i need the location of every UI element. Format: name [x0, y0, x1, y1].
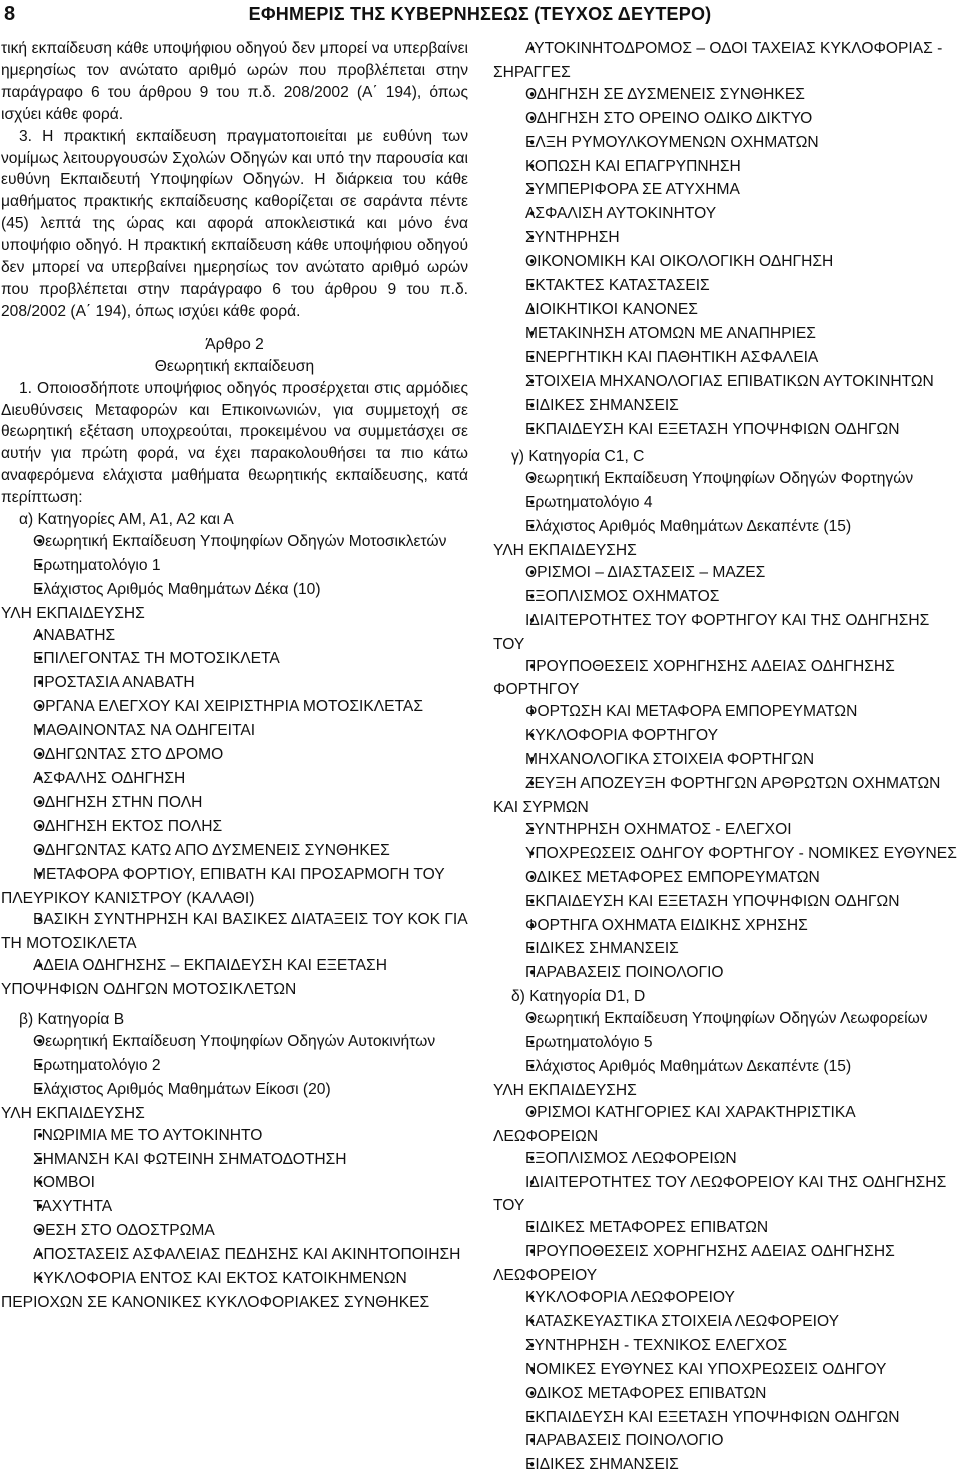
list-item: ● ΚΟΠΩΣΗ ΚΑΙ ΕΠΑΓΡΥΠΝΗΣΗ — [493, 156, 959, 180]
list-item: ● ΙΔΙΑΙΤΕΡΟΤΗΤΕΣ ΤΟΥ ΛΕΩΦΟΡΕΙΟΥ ΚΑΙ ΤΗΣ ΟΔΗΓΗΣΗΣ ΤΟΥ — [493, 1172, 959, 1218]
list-item: ● ΠΑΡΑΒΑΣΕΙΣ ΠΟΙΝΟΛΟΓΙΟ — [493, 962, 959, 986]
list-item: ● ΕΞΟΠΛΙΣΜΟΣ ΟΧΗΜΑΤΟΣ — [493, 586, 959, 610]
list-item: ● ΣΥΝΤΗΡΗΣΗ - ΤΕΧΝΙΚΟΣ ΕΛΕΓΧΟΣ — [493, 1335, 959, 1359]
list-item: ● ΠΡΟΣΤΑΣΙΑ ΑΝΑΒΑΤΗ — [1, 672, 468, 696]
list-item: ● ΚΥΚΛΟΦΟΡΙΑ ΛΕΩΦΟΡΕΙΟΥ — [493, 1287, 959, 1311]
list-item: ● Ερωτηματολόγιο 4 — [493, 492, 959, 516]
list-item: ● ΕΙΔΙΚΕΣ ΜΕΤΑΦΟΡΕΣ ΕΠΙΒΑΤΩΝ — [493, 1217, 959, 1241]
list-item: ● ΚΥΚΛΟΦΟΡΙΑ ΦΟΡΤΗΓΟΥ — [493, 725, 959, 749]
list-item: ● ΟΙΚΟΝΟΜΙΚΗ ΚΑΙ ΟΙΚΟΛΟΓΙΚΗ ΟΔΗΓΗΣΗ — [493, 251, 959, 275]
list-item: ● ΟΔΙΚΟΣ ΜΕΤΑΦΟΡΕΣ ΕΠΙΒΑΤΩΝ — [493, 1383, 959, 1407]
list-item: ● ΑΠΟΣΤΑΣΕΙΣ ΑΣΦΑΛΕΙΑΣ ΠΕΔΗΣΗΣ ΚΑΙ ΑΚΙΝΗΤΟΠΟΙΗΣΗ — [1, 1244, 468, 1268]
list-item: ● ΘΕΣΗ ΣΤΟ ΟΔΟΣΤΡΩΜΑ — [1, 1220, 468, 1244]
list-item: ● Ερωτηματολόγιο 1 — [1, 555, 468, 579]
list-item: ● ΠΡΟΥΠΟΘΕΣΕΙΣ ΧΟΡΗΓΗΣΗΣ ΑΔΕΙΑΣ ΟΔΗΓΗΣΗΣ ΦΟΡΤΗΓΟΥ — [493, 656, 959, 702]
list-item: ● Ελάχιστος Αριθμός Μαθημάτων Δέκα (10) — [1, 579, 468, 603]
list-item: ● Ερωτηματολόγιο 5 — [493, 1032, 959, 1056]
list-item: ● ΥΠΟΧΡΕΩΣΕΙΣ ΟΔΗΓΟΥ ΦΟΡΤΗΓΟΥ - ΝΟΜΙΚΕΣ ΕΥΘΥΝΕΣ — [493, 843, 959, 867]
article-subtitle: Θεωρητική εκπαίδευση — [154, 357, 315, 375]
list-item: ● ΦΟΡΤΗΓΑ ΟΧΗΜΑΤΑ ΕΙΔΙΚΗΣ ΧΡΗΣΗΣ — [493, 915, 959, 939]
list-item: ● ΕΚΤΑΚΤΕΣ ΚΑΤΑΣΤΑΣΕΙΣ — [493, 275, 959, 299]
list-item: ● ΒΑΣΙΚΗ ΣΥΝΤΗΡΗΣΗ ΚΑΙ ΒΑΣΙΚΕΣ ΔΙΑΤΑΞΕΙΣ ΤΟΥ ΚΟΚ ΓΙΑ ΤΗ ΜΟΤΟΣΙΚΛΕΤΑ — [1, 909, 468, 955]
category-heading: δ) Κατηγορία D1, D — [511, 988, 646, 1006]
category-b-items — [1, 1125, 468, 1314]
list-item: ● ΜΕΤΑΦΟΡΑ ΦΟΡΤΙΟΥ, ΕΠΙΒΑΤΗ ΚΑΙ ΠΡΟΣΑΡΜΟΓΗ ΤΟΥ ΠΛΕΥΡΙΚΟΥ ΚΑΝΙΣΤΡΟΥ (ΚΑΛΑΘΙ) — [1, 864, 468, 910]
list-item: ● ΚΥΚΛΟΦΟΡΙΑ ΕΝΤΟΣ ΚΑΙ ΕΚΤΟΣ ΚΑΤΟΙΚΗΜΕΝΩΝ ΠΕΡΙΟΧΩΝ ΣΕ ΚΑΝΟΝΙΚΕΣ ΚΥΚΛΟΦΟΡΙΑΚΕΣ ΣΥΝΘΗΚΕΣ — [1, 1268, 468, 1314]
list-item: ● ΕΚΠΑΙΔΕΥΣΗ ΚΑΙ ΕΞΕΤΑΣΗ ΥΠΟΨΗΦΙΩΝ ΟΔΗΓΩΝ — [493, 1407, 959, 1431]
list-item: ● ΟΡΙΣΜΟΙ – ΔΙΑΣΤΑΣΕΙΣ – ΜΑΖΕΣ — [493, 562, 959, 586]
list-item: ● ΠΑΡΑΒΑΣΕΙΣ ΠΟΙΝΟΛΟΓΙΟ — [493, 1430, 959, 1454]
list-item: ● ΣΥΝΤΗΡΗΣΗ ΟΧΗΜΑΤΟΣ - ΕΛΕΓΧΟΙ — [493, 819, 959, 843]
paragraph-continuation: τική εκπαίδευση κάθε υποψήφιου οδηγού δεν μπορεί να υπερβαίνει ημερησίως τον ανώτατο αριθμό ωρών που προβλέπεται στην παράγραφο 6 του άρθρου 9 του π.δ. 208/2002 (Α΄ 194), όπως ισχύει κάθε φορά. — [1, 40, 468, 123]
page-number: 8 — [4, 3, 16, 25]
list-item: ● ΣΗΜΑΝΣΗ ΚΑΙ ΦΩΤΕΙΝΗ ΣΗΜΑΤΟΔΟΤΗΣΗ — [1, 1149, 468, 1173]
material-label: ΥΛΗ ΕΚΠΑΙΔΕΥΣΗΣ — [493, 1081, 637, 1099]
list-item: ● ΖΕΥΞΗ ΑΠΟΖΕΥΞΗ ΦΟΡΤΗΓΩΝ ΑΡΘΡΩΤΩΝ ΟΧΗΜΑΤΩΝ ΚΑΙ ΣΥΡΜΩΝ — [493, 773, 959, 819]
list-item: ● ΣΤΟΙΧΕΙΑ ΜΗΧΑΝΟΛΟΓΙΑΣ ΕΠΙΒΑΤΙΚΩΝ ΑΥΤΟΚΙΝΗΤΩΝ — [493, 371, 959, 395]
list-item: ● Θεωρητική Εκπαίδευση Υποψηφίων Οδηγών Μοτοσικλετών — [1, 531, 468, 555]
category-heading: α) Κατηγορίες ΑΜ, Α1, Α2 και Α — [19, 511, 234, 529]
list-item: ● ΟΔΗΓΗΣΗ ΣΕ ΔΥΣΜΕΝΕΙΣ ΣΥΝΘΗΚΕΣ — [493, 84, 959, 108]
list-item: ● ΕΙΔΙΚΕΣ ΣΗΜΑΝΣΕΙΣ — [493, 395, 959, 419]
list-item: ● ΟΡΓΑΝΑ ΕΛΕΓΧΟΥ ΚΑΙ ΧΕΙΡΙΣΤΗΡΙΑ ΜΟΤΟΣΙΚΛΕΤΑΣ — [1, 696, 468, 720]
material-label: ΥΛΗ ΕΚΠΑΙΔΕΥΣΗΣ — [1, 604, 145, 622]
list-item: ● ΙΔΙΑΙΤΕΡΟΤΗΤΕΣ ΤΟΥ ΦΟΡΤΗΓΟΥ ΚΑΙ ΤΗΣ ΟΔΗΓΗΣΗΣ ΤΟΥ — [493, 610, 959, 656]
list-item: ● ΟΔΗΓΗΣΗ ΣΤΗΝ ΠΟΛΗ — [1, 792, 468, 816]
list-item: ● ΕΠΙΛΕΓΟΝΤΑΣ ΤΗ ΜΟΤΟΣΙΚΛΕΤΑ — [1, 648, 468, 672]
list-item: ● ΤΑΧΥΤΗΤΑ — [1, 1196, 468, 1220]
list-item: ● ΕΛΞΗ ΡΥΜΟΥΛΚΟΥΜΕΝΩΝ ΟΧΗΜΑΤΩΝ — [493, 132, 959, 156]
page-header — [0, 0, 960, 36]
category-a-section — [1, 509, 468, 1001]
category-b-items-continued — [493, 38, 959, 442]
gazette-title: ΕΦΗΜΕΡΙΣ ΤΗΣ ΚΥΒΕΡΝΗΣΕΩΣ (ΤΕΥΧΟΣ ΔΕΥΤΕΡΟ) — [248, 4, 712, 24]
list-item: ● ΕΞΟΠΛΙΣΜΟΣ ΛΕΩΦΟΡΕΙΩΝ — [493, 1148, 959, 1172]
list-item: ● Θεωρητική Εκπαίδευση Υποψηφίων Οδηγών Φορτηγών — [493, 468, 959, 492]
list-item: ● ΕΝΕΡΓΗΤΙΚΗ ΚΑΙ ΠΑΘΗΤΙΚΗ ΑΣΦΑΛΕΙΑ — [493, 347, 959, 371]
paragraph-3: 3. Η πρακτική εκπαίδευση πραγματοποιείται με ευθύνη των νομίμως λειτουργουσών Σχολών Οδηγών και υπό την παρουσία και ευθύνη Εκπαιδευτή Υποψηφίων Οδηγών. Η διάρκεια του κάθε μαθήματος πρακτικής εκπαίδευσης καθορίζεται σε σαράντα πέντε (45) λεπτά της ώρας και αφορά αποκλειστικά και μόνο ένα υποψήφιο οδηγό. Η πρακτική εκπαίδευση κάθε υποψήφιου οδηγού δεν μπορεί να υπερβαίνει ημερησίως τον ανώτατο αριθμό ωρών που προβλέπεται στην παράγραφο 6 του άρθρου 9 του π.δ. 208/2002 (Α΄ 194), όπως ισχύει κάθε φορά. — [1, 127, 468, 320]
category-b-section — [1, 1009, 468, 1314]
list-item: ● ΚΑΤΑΣΚΕΥΑΣΤΙΚΑ ΣΤΟΙΧΕΙΑ ΛΕΩΦΟΡΕΙΟΥ — [493, 1311, 959, 1335]
category-d-section — [493, 986, 959, 1478]
list-item: ● ΜΕΤΑΚΙΝΗΣΗ ΑΤΟΜΩΝ ΜΕ ΑΝΑΠΗΡΙΕΣ — [493, 323, 959, 347]
list-item: ● ΣΥΝΤΗΡΗΣΗ — [493, 227, 959, 251]
list-item: ● ΝΟΜΙΚΕΣ ΕΥΘΥΝΕΣ ΚΑΙ ΥΠΟΧΡΕΩΣΕΙΣ ΟΔΗΓΟΥ — [493, 1359, 959, 1383]
category-c-section — [493, 446, 959, 986]
article-title: Άρθρο 2 — [205, 335, 264, 353]
paragraph-1: 1. Οποιοσδήποτε υποψήφιος οδηγός προσέρχεται στις αρμόδιες Διευθύνσεις Μεταφορών και Επικοινωνιών, για συμμετοχή σε θεωρητική εξέταση υποχρεούται, προκειμένου να συμμετάσχει σε αυτήν για πρώτη φορά, να έχει παρακολουθήσει τα πιο κάτω αναφερόμενα ελάχιστα μαθήματα θεωρητικής εκπαίδευσης, κατά περίπτωση: — [1, 379, 468, 507]
list-item: ● ΟΔΗΓΩΝΤΑΣ ΚΑΤΩ ΑΠΟ ΔΥΣΜΕΝΕΙΣ ΣΥΝΘΗΚΕΣ — [1, 840, 468, 864]
list-item: ● ΣΥΜΠΕΡΙΦΟΡΑ ΣΕ ΑΤΥΧΗΜΑ — [493, 179, 959, 203]
list-item: ● ΜΗΧΑΝΟΛΟΓΙΚΑ ΣΤΟΙΧΕΙΑ ΦΟΡΤΗΓΩΝ — [493, 749, 959, 773]
list-item: ● ΟΔΗΓΩΝΤΑΣ ΣΤΟ ΔΡΟΜΟ — [1, 744, 468, 768]
list-item: ● ΦΟΡΤΩΣΗ ΚΑΙ ΜΕΤΑΦΟΡΑ ΕΜΠΟΡΕΥΜΑΤΩΝ — [493, 701, 959, 725]
list-item: ● Ελάχιστος Αριθμός Μαθημάτων Είκοσι (20) — [1, 1079, 468, 1103]
material-label: ΥΛΗ ΕΚΠΑΙΔΕΥΣΗΣ — [493, 542, 637, 560]
category-d-items — [493, 1102, 959, 1478]
list-item: ● ΟΡΙΣΜΟΙ ΚΑΤΗΓΟΡΙΕΣ ΚΑΙ ΧΑΡΑΚΤΗΡΙΣΤΙΚΑ ΛΕΩΦΟΡΕΙΩΝ — [493, 1102, 959, 1148]
category-a-items — [1, 625, 468, 1002]
list-item: ● Θεωρητική Εκπαίδευση Υποψηφίων Οδηγών Λεωφορείων — [493, 1008, 959, 1032]
category-heading: γ) Κατηγορία C1, C — [511, 448, 645, 466]
list-item: ● Ελάχιστος Αριθμός Μαθημάτων Δεκαπέντε (15) — [493, 516, 959, 540]
list-item: ● ΕΚΠΑΙΔΕΥΣΗ ΚΑΙ ΕΞΕΤΑΣΗ ΥΠΟΨΗΦΙΩΝ ΟΔΗΓΩΝ — [493, 419, 959, 443]
list-item: ● ΟΔΗΓΗΣΗ ΣΤΟ ΟΡΕΙΝΟ ΟΔΙΚΟ ΔΙΚΤΥΟ — [493, 108, 959, 132]
list-item: ● ΟΔΙΚΕΣ ΜΕΤΑΦΟΡΕΣ ΕΜΠΟΡΕΥΜΑΤΩΝ — [493, 867, 959, 891]
list-item: ● ΕΙΔΙΚΕΣ ΣΗΜΑΝΣΕΙΣ — [493, 938, 959, 962]
list-item: ● ΔΙΟΙΚΗΤΙΚΟΙ ΚΑΝΟΝΕΣ — [493, 299, 959, 323]
left-column — [1, 38, 468, 1314]
list-item: ● ΑΝΑΒΑΤΗΣ — [1, 625, 468, 649]
list-item: ● ΕΙΔΙΚΕΣ ΣΗΜΑΝΣΕΙΣ — [493, 1454, 959, 1478]
category-heading: β) Κατηγορία Β — [19, 1011, 125, 1029]
list-item: ● Ελάχιστος Αριθμός Μαθημάτων Δεκαπέντε (15) — [493, 1056, 959, 1080]
list-item: ● ΓΝΩΡΙΜΙΑ ΜΕ ΤΟ ΑΥΤΟΚΙΝΗΤΟ — [1, 1125, 468, 1149]
list-item: ● Ερωτηματολόγιο 2 — [1, 1055, 468, 1079]
list-item: ● ΕΚΠΑΙΔΕΥΣΗ ΚΑΙ ΕΞΕΤΑΣΗ ΥΠΟΨΗΦΙΩΝ ΟΔΗΓΩΝ — [493, 891, 959, 915]
list-item: ● ΑΔΕΙΑ ΟΔΗΓΗΣΗΣ – ΕΚΠΑΙΔΕΥΣΗ ΚΑΙ ΕΞΕΤΑΣΗ ΥΠΟΨΗΦΙΩΝ ΟΔΗΓΩΝ ΜΟΤΟΣΙΚΛΕΤΩΝ — [1, 955, 468, 1001]
list-item: ● ΜΑΘΑΙΝΟΝΤΑΣ ΝΑ ΟΔΗΓΕΙΤΑΙ — [1, 720, 468, 744]
material-label: ΥΛΗ ΕΚΠΑΙΔΕΥΣΗΣ — [1, 1104, 145, 1122]
list-item: ● ΟΔΗΓΗΣΗ ΕΚΤΟΣ ΠΟΛΗΣ — [1, 816, 468, 840]
category-c-items — [493, 562, 959, 986]
list-item: ● ΠΡΟΥΠΟΘΕΣΕΙΣ ΧΟΡΗΓΗΣΗΣ ΑΔΕΙΑΣ ΟΔΗΓΗΣΗΣ ΛΕΩΦΟΡΕΙΟΥ — [493, 1241, 959, 1287]
list-item: ● ΑΣΦΑΛΙΣΗ ΑΥΤΟΚΙΝΗΤΟΥ — [493, 203, 959, 227]
right-column — [493, 38, 959, 1478]
list-item: ● ΑΣΦΑΛΗΣ ΟΔΗΓΗΣΗ — [1, 768, 468, 792]
list-item: ● ΚΟΜΒΟΙ — [1, 1172, 468, 1196]
list-item: ● ΑΥΤΟΚΙΝΗΤΟΔΡΟΜΟΣ – ΟΔΟΙ ΤΑΧΕΙΑΣ ΚΥΚΛΟΦΟΡΙΑΣ - ΣΗΡΑΓΓΕΣ — [493, 38, 959, 84]
list-item: ● Θεωρητική Εκπαίδευση Υποψηφίων Οδηγών Αυτοκινήτων — [1, 1031, 468, 1055]
